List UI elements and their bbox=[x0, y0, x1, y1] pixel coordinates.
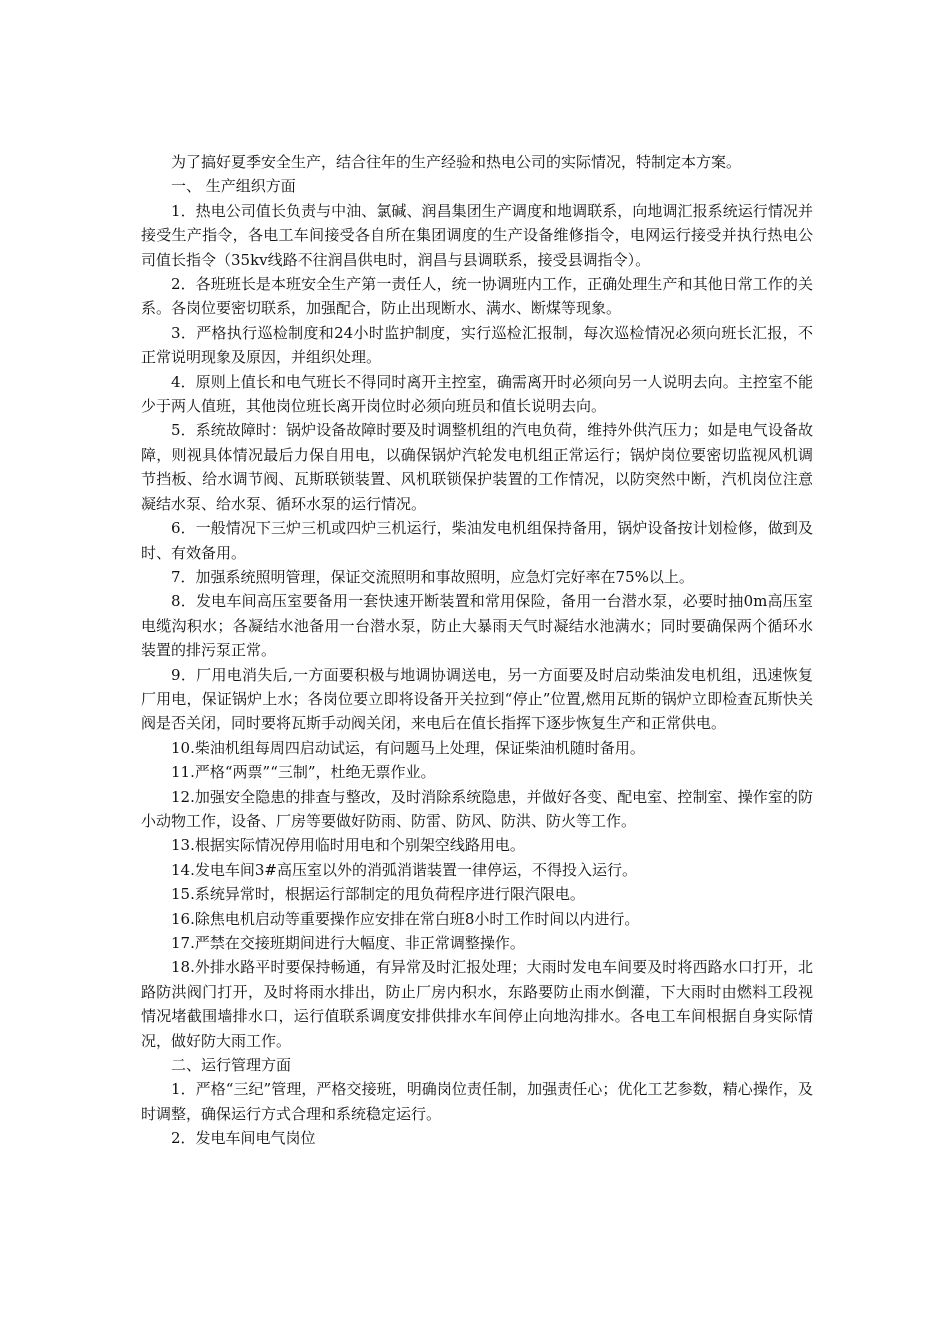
paragraph-1-15: 15.系统异常时，根据运行部制定的甩负荷程序进行限汽限电。 bbox=[171, 885, 585, 904]
paragraph-1-3: 3．严格执行巡检制度和24小时监护制度，实行巡检汇报制，每次巡检情况必须向班长汇报，不正常说明现象及原因，并组织处理。 bbox=[141, 323, 813, 367]
paragraph-1-7: 7．加强系统照明管理，保证交流照明和事故照明，应急灯完好率在75%以上。 bbox=[171, 567, 694, 586]
paragraph-1-5: 5．系统故障时：锅炉设备故障时要及时调整机组的汽电负荷，维持外供汽压力；如是电气设备故障，则视具体情况最后力保自用电，以确保锅炉汽轮发电机组正常运行；锅炉岗位要密切监视风机调节挡板、给水调节阀、瓦斯联锁装置、风机联锁保护装置的工作情况，以防突然中断，汽机岗位注意凝结水泵、给水泵、循环水泵的运行情况。 bbox=[141, 421, 813, 513]
paragraph-1-4: 4．原则上值长和电气班长不得同时离开主控室，确需离开时必须向另一人说明去向。主控室不能少于两人值班，其他岗位班长离开岗位时必须向班员和值长说明去向。 bbox=[141, 372, 813, 416]
paragraph-1-13: 13.根据实际情况停用临时用电和个别架空线路用电。 bbox=[171, 836, 525, 855]
intro-paragraph: 为了搞好夏季安全生产，结合往年的生产经验和热电公司的实际情况，特制定本方案。 bbox=[171, 153, 742, 171]
paragraph-1-11: 11.严格“两票”“三制”，杜绝无票作业。 bbox=[171, 763, 436, 782]
paragraph-1-14: 14.发电车间3#高压室以外的消弧消谐装置一律停运，不得投入运行。 bbox=[171, 860, 637, 879]
section-heading-2: 二、运行管理方面 bbox=[171, 1056, 292, 1075]
paragraph-2-2: 2．发电车间电气岗位 bbox=[171, 1129, 316, 1148]
paragraph-1-16: 16.除焦电机启动等重要操作应安排在常白班8小时工作时间以内进行。 bbox=[171, 909, 640, 928]
paragraph-1-17: 17.严禁在交接班期间进行大幅度、非正常调整操作。 bbox=[171, 934, 525, 952]
paragraph-1-8: 8．发电车间高压室要备用一套快速开断装置和常用保险，备用一台潜水泵，必要时抽0m高压室电缆沟积水；各凝结水池备用一台潜水泵，防止大暴雨天气时凝结水池满水；同时要确保两个循环水装置的排污泵正常。 bbox=[141, 592, 813, 660]
document-body bbox=[141, 150, 813, 1151]
paragraph-1-18: 18.外排水路平时要保持畅通，有异常及时汇报处理；大雨时发电车间要及时将西路水口打开，北路防洪阀门打开，及时将雨水排出，防止厂房内积水，东路要防止雨水倒灌，下大雨时由燃料工段视情况堵截围墙排水口，运行值联系调度安排供排水车间停止向地沟排水。各电工车间根据自身实际情况，做好防大雨工作。 bbox=[141, 958, 813, 1050]
section-heading-1: 一、 生产组织方面 bbox=[171, 177, 296, 196]
paragraph-1-2: 2．各班班长是本班安全生产第一责任人，统一协调班内工作，正确处理生产和其他日常工作的关系。各岗位要密切联系，加强配合，防止出现断水、满水、断煤等现象。 bbox=[141, 275, 813, 318]
paragraph-1-1: 1．热电公司值长负责与中油、氯碱、润昌集团生产调度和地调联系，向地调汇报系统运行情况并接受生产指令，各电工车间接受各自所在集团调度的生产设备维修指令，电网运行接受并执行热电公司值长指令（35kv线路不往润昌供电时，润昌与县调联系，接受县调指令）。 bbox=[141, 201, 813, 269]
paragraph-1-6: 6．一般情况下三炉三机或四炉三机运行，柴油发电机组保持备用，锅炉设备按计划检修，做到及时、有效备用。 bbox=[141, 519, 813, 562]
paragraph-1-12: 12.加强安全隐患的排查与整改，及时消除系统隐患，并做好各变、配电室、控制室、操作室的防小动物工作，设备、厂房等要做好防雨、防雷、防风、防洪、防火等工作。 bbox=[141, 787, 813, 830]
paragraph-1-9: 9．厂用电消失后,一方面要积极与地调协调送电，另一方面要及时启动柴油发电机组，迅速恢复厂用电，保证锅炉上水；各岗位要立即将设备开关拉到“停止”位置,燃用瓦斯的锅炉立即检查瓦斯快关阀是否关闭，同时要将瓦斯手动阀关闭，来电后在值长指挥下逐步恢复生产和正常供电。 bbox=[141, 665, 813, 733]
paragraph-1-10: 10.柴油机组每周四启动试运，有问题马上处理，保证柴油机随时备用。 bbox=[171, 738, 645, 757]
paragraph-2-1: 1．严格“三纪”管理，严格交接班，明确岗位责任制，加强责任心；优化工艺参数，精心操作，及时调整，确保运行方式合理和系统稳定运行。 bbox=[141, 1080, 813, 1123]
